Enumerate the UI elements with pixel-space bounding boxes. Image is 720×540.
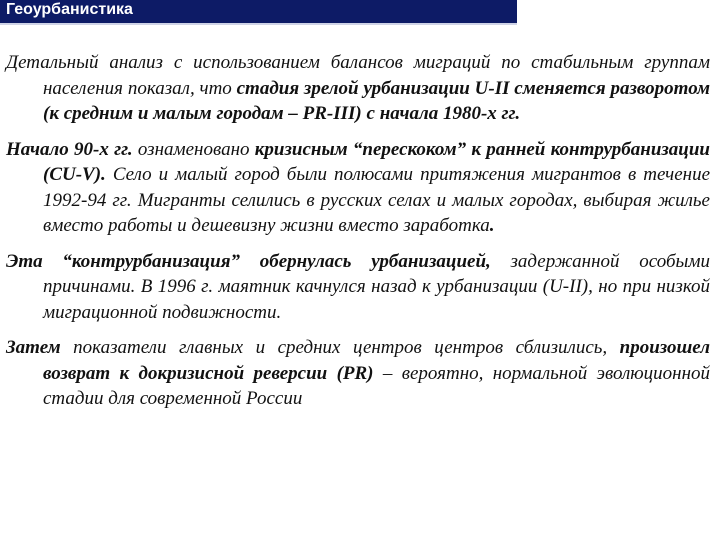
text-run: ознаменовано bbox=[132, 138, 255, 160]
text-run-bold: Начало 90-х гг. bbox=[6, 138, 133, 160]
text-run: задержанной особыми причинами. В 1996 г. маятник качнулся назад к урбанизации (U-II), но при низкой миграционной подвижности. bbox=[43, 250, 710, 323]
text-run: Село и малый город были полюсами притяжения мигрантов в течение 1992-94 гг. Мигранты селились в русских селах и малых городах, выбирая жилье вместо работы и дешевизну жизни вместо заработка bbox=[43, 164, 710, 236]
text-run: Детальный анализ с использованием балансов миграций по стабильным группам населения показал, что bbox=[6, 52, 710, 99]
text-run-bold: Затем bbox=[6, 337, 61, 358]
paragraph-3 bbox=[6, 249, 710, 326]
text-body bbox=[6, 50, 710, 422]
text-run: показатели главных и средних центров центров сблизились, bbox=[60, 337, 620, 358]
text-run: – вероятно, нормальной эволюционной стадии для современной России bbox=[43, 362, 711, 409]
paragraph-4 bbox=[6, 335, 710, 412]
text-run-bold: стадия зрелой урбанизации U-II сменяется разворотом (к средним и малым городам – PR-III) с начала 1980-х гг. bbox=[43, 77, 710, 124]
page-title: Геоурбанистика bbox=[6, 1, 133, 18]
text-run-bold: кризисным “перескоком” к ранней контрурбанизации (CU-V). bbox=[43, 138, 710, 185]
paragraph-1 bbox=[6, 50, 710, 127]
text-run-bold: Эта “контрурбанизация” обернулась урбанизацией, bbox=[6, 250, 491, 272]
title-bar bbox=[0, 0, 517, 25]
text-run-bold: произошел возврат к докризисной реверсии (PR) bbox=[43, 337, 710, 384]
text-run-bold: . bbox=[489, 215, 495, 236]
paragraph-2 bbox=[6, 137, 710, 239]
